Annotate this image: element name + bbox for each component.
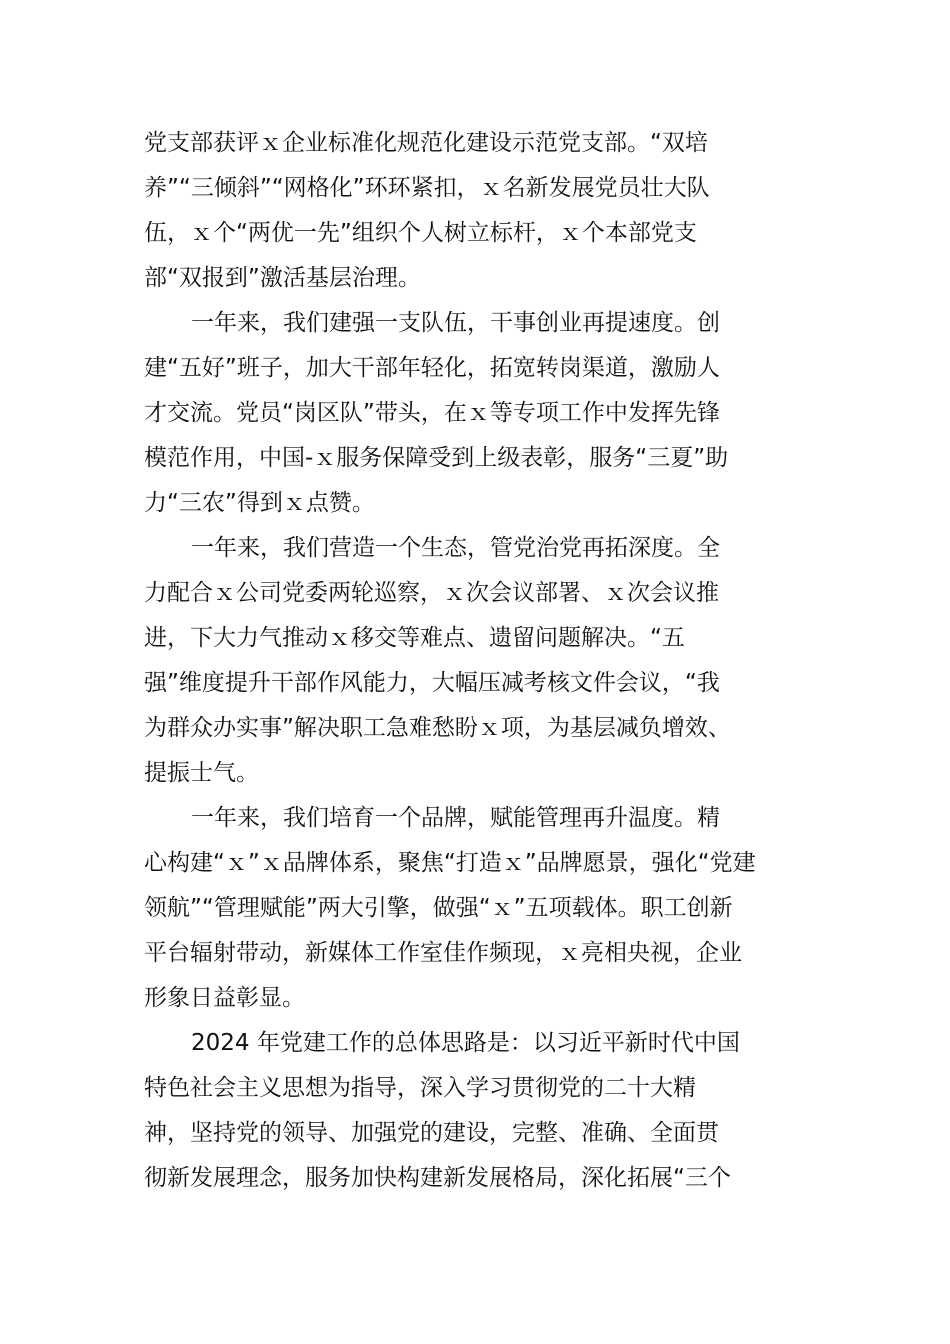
text-line: 彻新发展理念，服务加快构建新发展格局，深化拓展“三个 xyxy=(144,1165,731,1191)
paragraph-first-line: 2024 年党建工作的总体思路是：以习近平新时代中国 xyxy=(191,1030,740,1056)
paragraph-first-line: 一年来，我们培育一个品牌，赋能管理再升温度。精 xyxy=(191,805,720,831)
text-line: 平台辐射带动，新媒体工作室佳作频现，ｘ亮相央视，企业 xyxy=(144,940,742,966)
text-line: 部“双报到”激活基层治理。 xyxy=(144,265,421,291)
text-line: 力“三农”得到ｘ点赞。 xyxy=(144,490,375,516)
text-line: 提振士气。 xyxy=(144,760,259,786)
text-line: 党支部获评ｘ企业标准化规范化建设示范党支部。“双培 xyxy=(144,130,708,156)
text-line: 建“五好”班子，加大干部年轻化，拓宽转岗渠道，激励人 xyxy=(144,355,720,381)
text-line: 模范作用，中国-ｘ服务保障受到上级表彰，服务“三夏”助 xyxy=(144,445,729,471)
text-line: 力配合ｘ公司党委两轮巡察，ｘ次会议部署、ｘ次会议推 xyxy=(144,580,719,606)
text-line: 伍，ｘ个“两优一先”组织个人树立标杆，ｘ个本部党支 xyxy=(144,220,697,246)
text-line: 神，坚持党的领导、加强党的建设，完整、准确、全面贯 xyxy=(144,1120,719,1146)
text-line: 特色社会主义思想为指导，深入学习贯彻党的二十大精 xyxy=(144,1075,696,1101)
document-body xyxy=(144,121,808,1201)
text-line: 心构建“ｘ”ｘ品牌体系，聚焦“打造ｘ”品牌愿景，强化“党建 xyxy=(144,850,756,876)
text-line: 进，下大力气推动ｘ移交等难点、遗留问题解决。“五 xyxy=(144,625,685,651)
text-line: 领航”“管理赋能”两大引擎，做强“ｘ”五项载体。职工创新 xyxy=(144,895,733,921)
text-line: 为群众办实事”解决职工急难愁盼ｘ项，为基层减负增效、 xyxy=(144,715,731,741)
text-line: 形象日益彰显。 xyxy=(144,985,305,1011)
text-line: 养”“三倾斜”“网格化”环环紧扣，ｘ名新发展党员壮大队 xyxy=(144,175,710,201)
paragraph-first-line: 一年来，我们建强一支队伍，干事创业再提速度。创 xyxy=(191,310,720,336)
text-line: 才交流。党员“岗区队”带头，在ｘ等专项工作中发挥先锋 xyxy=(144,400,720,426)
text-line: 强”维度提升干部作风能力，大幅压减考核文件会议，“我 xyxy=(144,670,720,696)
paragraph-first-line: 一年来，我们营造一个生态，管党治党再拓深度。全 xyxy=(191,535,720,561)
